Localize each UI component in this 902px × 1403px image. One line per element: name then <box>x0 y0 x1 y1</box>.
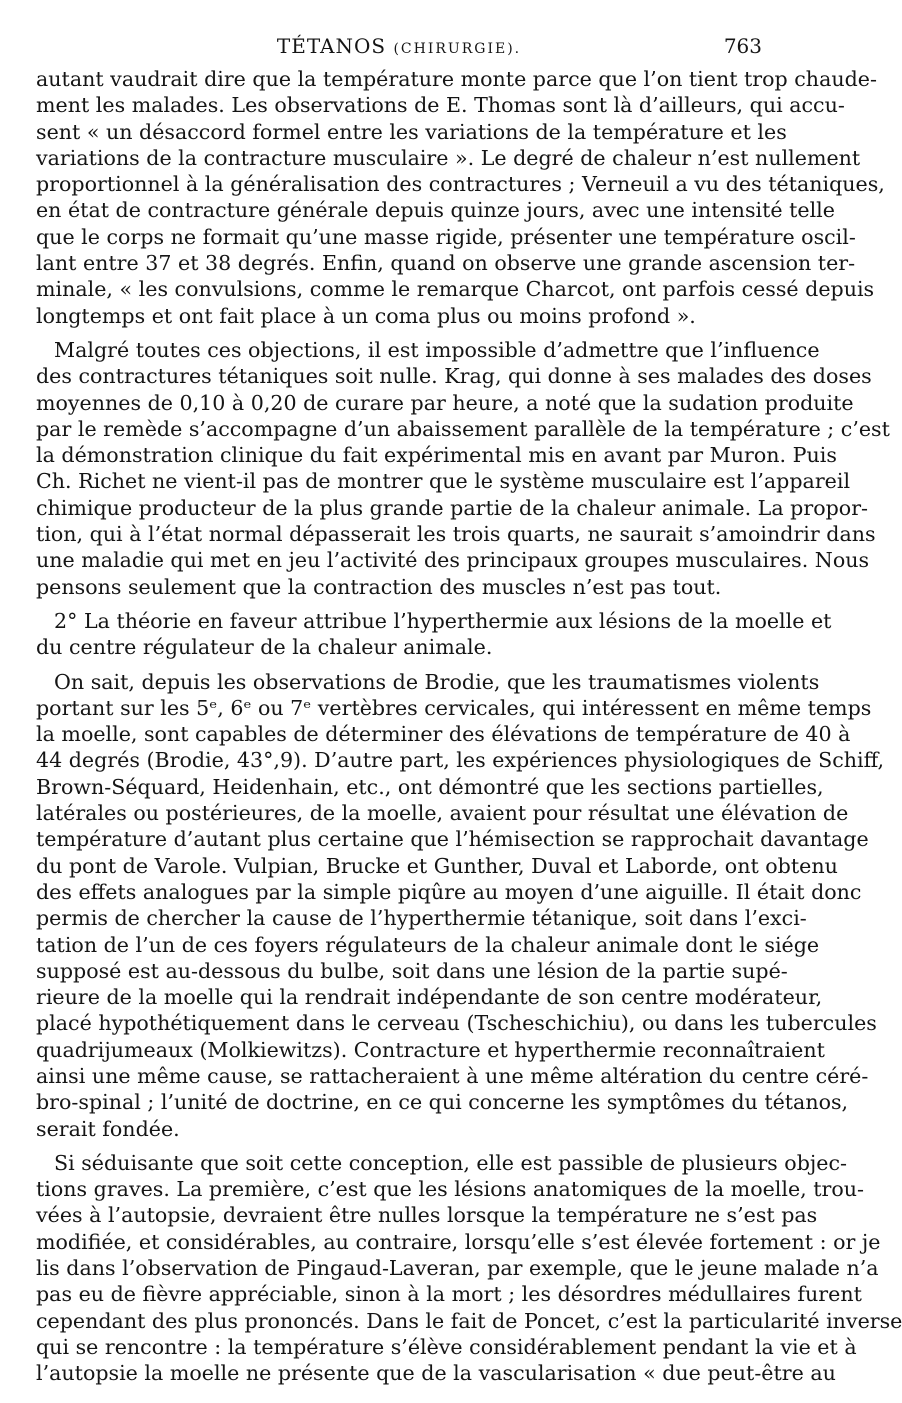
paragraph <box>36 608 832 661</box>
text-line: Malgré toutes ces objections, il est impossible d’admettre que l’influence <box>54 337 820 362</box>
text-line: moyennes de 0,10 à 0,20 de curare par heure, a noté que la sudation produite <box>36 390 854 415</box>
paragraph <box>36 669 885 1142</box>
text-line: que le corps ne formait qu’une masse rigide, présenter une température oscil- <box>36 224 856 249</box>
text-line: lis dans l’observation de Pingaud-Laveran, par exemple, que le jeune malade n’a <box>36 1256 879 1281</box>
body-text <box>36 66 902 1387</box>
paragraph <box>36 337 890 600</box>
text-line: l’autopsie la moelle ne présente que de la vascularisation « due peut-être au <box>36 1361 836 1386</box>
paragraph <box>36 1150 902 1387</box>
paragraph <box>36 66 885 329</box>
text-line: placé hypothétiquement dans le cerveau (Tscheschichiu), ou dans les tubercules <box>36 1011 877 1036</box>
text-line: pensons seulement que la contraction des muscles n’est pas tout. <box>36 574 722 599</box>
text-line: lant entre 37 et 38 degrés. Enfin, quand on observe une grande ascension ter- <box>36 251 856 276</box>
text-line: par le remède s’accompagne d’un abaissement parallèle de la température ; c’est <box>36 416 890 441</box>
text-line: permis de chercher la cause de l’hyperthermie tétanique, soit dans l’exci- <box>36 906 807 931</box>
text-line: variations de la contracture musculaire ». Le degré de chaleur n’est nullement <box>36 145 861 170</box>
text-line: Brown-Séquard, Heidenhain, etc., ont démontré que les sections partielles, <box>36 774 824 799</box>
text-line: supposé est au-dessous du bulbe, soit dans une lésion de la partie supé- <box>36 958 788 983</box>
text-line: cependant des plus prononcés. Dans le fait de Poncet, c’est la particularité inverse <box>36 1308 902 1333</box>
text-line: du centre régulateur de la chaleur animale. <box>36 635 493 660</box>
text-line: du pont de Varole. Vulpian, Brucke et Gunther, Duval et Laborde, ont obtenu <box>36 853 838 878</box>
text-line: bro-spinal ; l’unité de doctrine, en ce qui concerne les symptômes du tétanos, <box>36 1090 849 1115</box>
running-title-main: TÉTANOS <box>276 34 387 58</box>
page-number: 763 <box>723 34 762 58</box>
text-line: On sait, depuis les observations de Brodie, que les traumatismes violents <box>54 669 820 694</box>
text-line: 2° La théorie en faveur attribue l’hyperthermie aux lésions de la moelle et <box>54 608 832 633</box>
text-line: Si séduisante que soit cette conception, elle est passible de plusieurs objec- <box>54 1150 847 1175</box>
text-line: des effets analogues par la simple piqûre au moyen d’une aiguille. Il était donc <box>36 879 862 904</box>
text-line: quadrijumeaux (Molkiewitzs). Contracture et hyperthermie reconnaîtraient <box>36 1037 825 1062</box>
text-line: une maladie qui met en jeu l’activité des principaux groupes musculaires. Nous <box>36 548 870 573</box>
text-line: chimique producteur de la plus grande partie de la chaleur animale. La propor- <box>36 495 868 520</box>
running-header <box>36 34 762 64</box>
text-line: la démonstration clinique du fait expérimental mis en avant par Muron. Puis <box>36 443 837 468</box>
text-line: Ch. Richet ne vient-il pas de montrer que le système musculaire est l’appareil <box>36 469 851 494</box>
text-line: minale, « les convulsions, comme le remarque Charcot, ont parfois cessé depuis <box>36 277 875 302</box>
text-line: en état de contracture générale depuis quinze jours, avec une intensité telle <box>36 198 835 223</box>
text-line: ainsi une même cause, se rattacheraient à une même altération du centre céré- <box>36 1063 869 1088</box>
text-line: température d’autant plus certaine que l’hémisection se rapprochait davantage <box>36 827 869 852</box>
text-line: ment les malades. Les observations de E. Thomas sont là d’ailleurs, qui accu- <box>36 93 845 118</box>
text-line: tation de l’un de ces foyers régulateurs de la chaleur animale dont le siége <box>36 932 820 957</box>
text-line: tion, qui à l’état normal dépasserait les trois quarts, ne saurait s’amoindrir dans <box>36 522 876 547</box>
text-line: longtemps et ont fait place à un coma plus ou moins profond ». <box>36 303 696 328</box>
text-line: pas eu de fièvre appréciable, sinon à la mort ; les désordres médullaires furent <box>36 1282 862 1307</box>
text-line: autant vaudrait dire que la température monte parce que l’on tient trop chaude- <box>36 67 877 91</box>
text-line: vées à l’autopsie, devraient être nulles lorsque la température ne s’est pas <box>36 1203 818 1228</box>
text-line: modifiée, et considérables, au contraire, lorsqu’elle s’est élevée fortement : or je <box>36 1229 881 1254</box>
text-line: tions graves. La première, c’est que les lésions anatomiques de la moelle, trou- <box>36 1177 864 1202</box>
text-line: la moelle, sont capables de déterminer des élévations de température de 40 à <box>36 722 851 747</box>
text-line: latérales ou postérieures, de la moelle, avaient pour résultat une élévation de <box>36 801 849 826</box>
text-line: proportionnel à la généralisation des contractures ; Verneuil a vu des tétaniques, <box>36 172 885 197</box>
running-title-subtitle: (CHIRURGIE). <box>393 41 522 57</box>
running-title <box>36 34 762 58</box>
text-line: 44 degrés (Brodie, 43°,9). D’autre part, les expériences physiologiques de Schiff, <box>36 748 885 773</box>
text-line: sent « un désaccord formel entre les variations de la température et les <box>36 119 787 144</box>
text-line: serait fondée. <box>36 1116 180 1141</box>
text-line: rieure de la moelle qui la rendrait indépendante de son centre modérateur, <box>36 985 823 1010</box>
text-line: des contractures tétaniques soit nulle. Krag, qui donne à ses malades des doses <box>36 364 872 389</box>
text-line: qui se rencontre : la température s’élève considérablement pendant la vie et à <box>36 1334 857 1359</box>
text-line: portant sur les 5ᵉ, 6ᵉ ou 7ᵉ vertèbres cervicales, qui intéressent en même temps <box>36 695 872 720</box>
